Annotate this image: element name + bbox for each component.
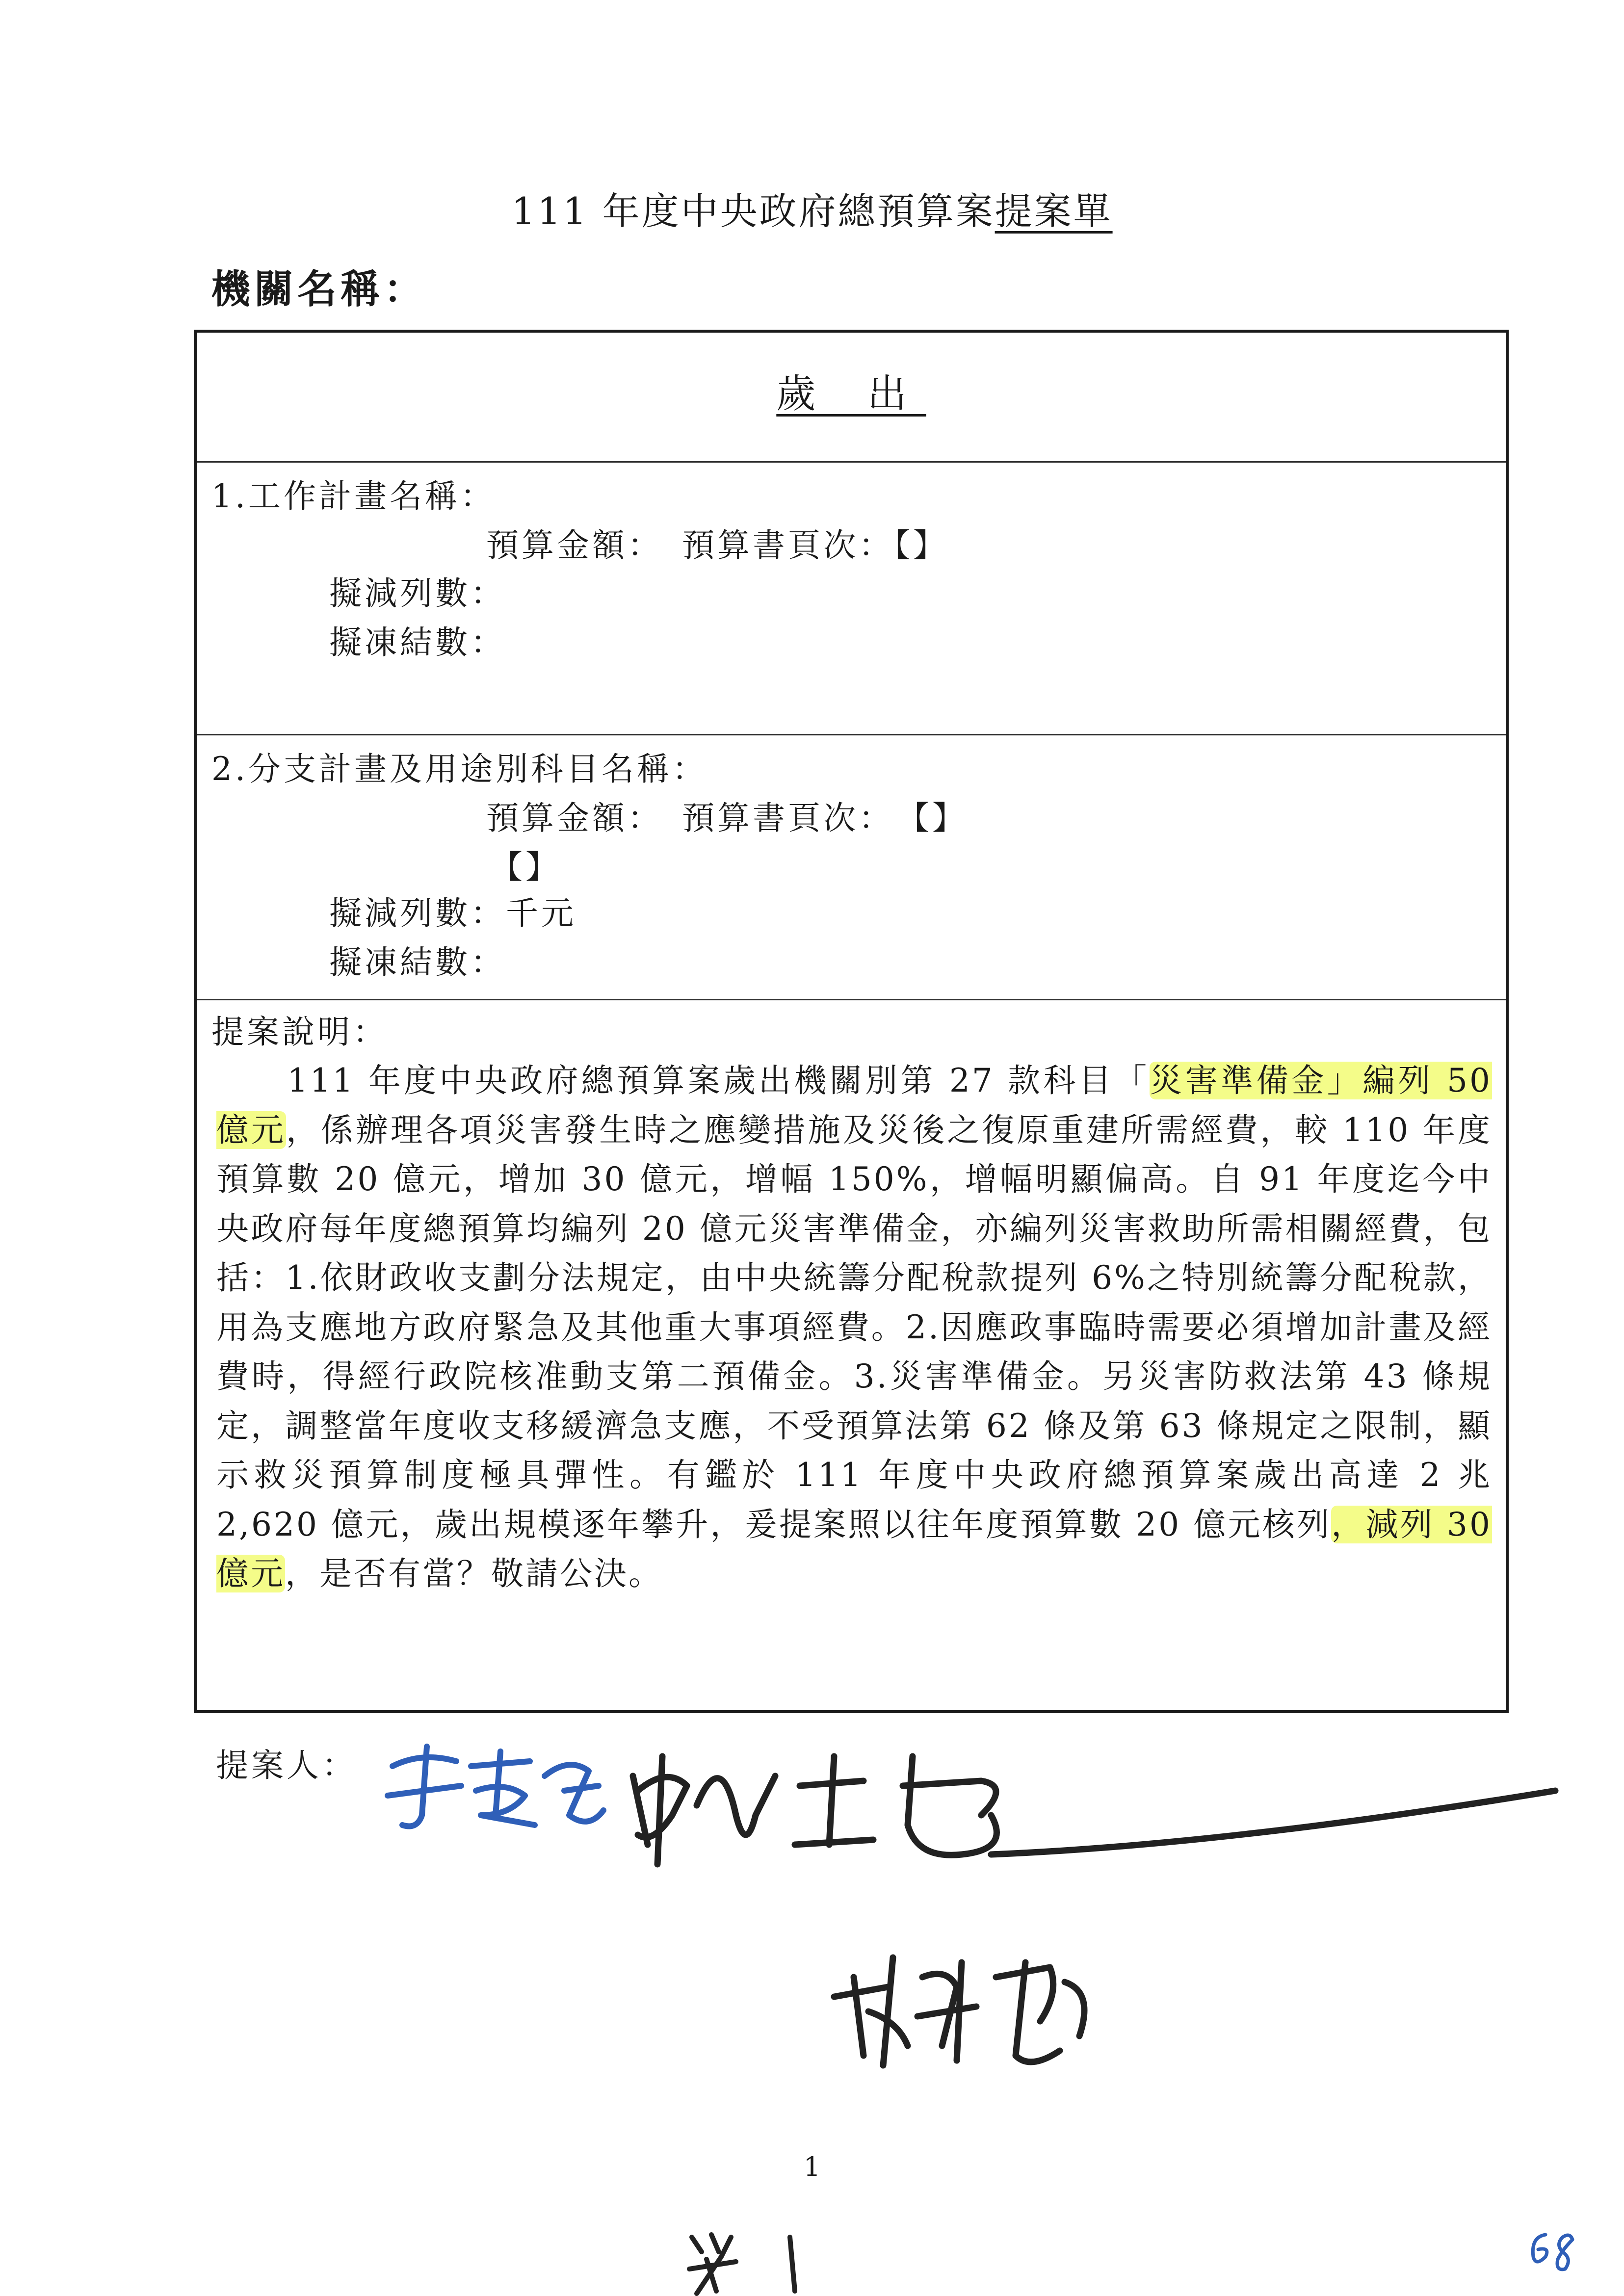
signature-blue (388, 1747, 603, 1826)
corner-page-mark (1533, 2235, 1572, 2270)
section-header-text: 歲 出 (776, 371, 926, 417)
title-prefix: 111 年度中央政府總預算案 (511, 189, 995, 233)
explanation-text: ，係辦理各項災害發生時之應變措施及災後之復原重建所需經費，較 110 年度預算數 20 億元，增加 30 億元，增幅 150%，增幅明顯偏高。自 91 年度迄今中央政府每年度總預算均編列 20 億元災害準備金，亦編列災害救助所需相關經費，包括：1.依財政收支劃分法規定，由中央統籌分配稅款提列 6%之特別統籌分配稅款，用為支應地方政府緊急及其他重大事項經費。2.因應政事臨時需要必須增加計畫及經費時，得經行政院核准動支第二預備金。3.災害準備金。另災害防救法第 43 條規定，調整當年度收支移緩濟急支應，不受預算法第 62 條及第 63 條規定之限制，顯示救災預算制度極具彈性。有鑑於 111 年度中央政府總預算案歲出高達 2 兆 2,620 億元，歲出規模逐年攀升，爰提案照以往年度預算數 20 億元核列 (216, 1111, 1493, 1543)
item2-budget-line: 預算金額： 預算書頁次： 【】 (486, 799, 968, 837)
document-title (0, 182, 1624, 235)
explanation-paragraph (216, 1056, 1492, 1599)
bottom-annotation (689, 2235, 795, 2294)
item2-reduce-label: 擬減列數：千元 (329, 894, 576, 932)
section-header (197, 362, 1506, 418)
item1-reduce-label: 擬減列數： (329, 574, 506, 612)
explanation-label: 提案說明： (211, 1013, 388, 1051)
item2-freeze-label: 擬凍結數： (329, 943, 506, 981)
item2-bracket-line: 【】 (490, 848, 561, 886)
item1-budget-line: 預算金額： 預算書頁次：【】 (486, 526, 948, 564)
highlighted-amount: 災害準備金」編列 50 億元 (216, 1062, 1492, 1149)
divider (197, 999, 1506, 1000)
explanation-text: ，是否有當？敬請公決。 (285, 1555, 663, 1592)
agency-name-label: 機關名稱： (211, 266, 427, 312)
divider (197, 734, 1506, 735)
proposer-label: 提案人： (216, 1747, 357, 1784)
item1-freeze-label: 擬凍結數： (329, 624, 506, 661)
signature-black (633, 1756, 1555, 2065)
highlighted-reduction: ，減列 30 億元 (216, 1505, 1492, 1592)
divider (197, 461, 1506, 463)
page-number: 1 (803, 2151, 821, 2182)
item2-name-label: 2.分支計畫及用途別科目名稱： (211, 750, 707, 788)
proposal-form (194, 330, 1509, 1713)
title-underlined: 提案單 (995, 189, 1113, 233)
item1-name-label: 1.工作計畫名稱： (211, 477, 496, 515)
explanation-text: 111 年度中央政府總預算案歲出機關別第 27 款科目「 (216, 1062, 1150, 1099)
